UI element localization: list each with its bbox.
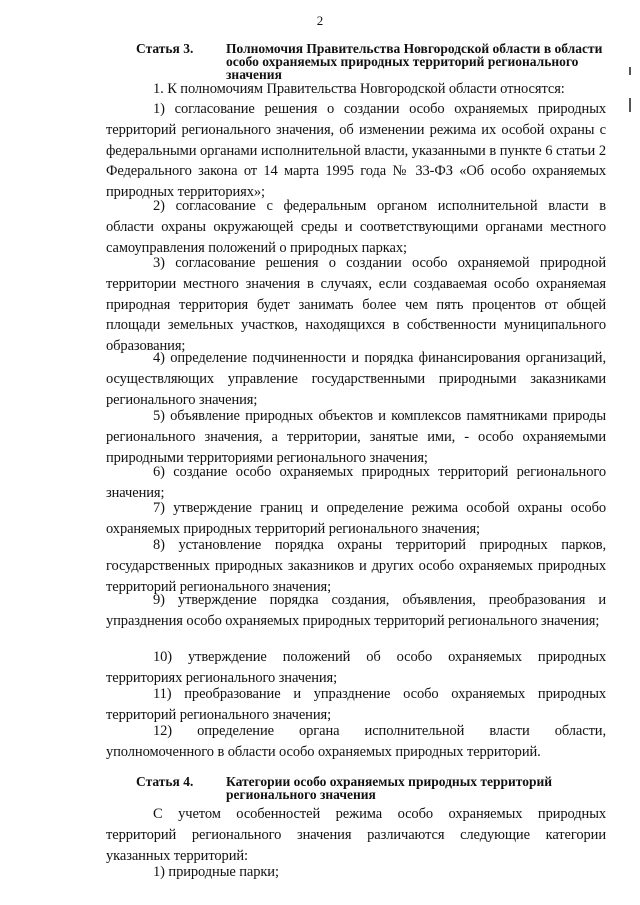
article-4-title: Категории особо охраняемых природных территорий регионального значения xyxy=(226,774,553,802)
article-3-item-12: 12) определение органа исполнительной власти области, уполномоченного в области особо охраняемых природных территорий. xyxy=(106,723,606,760)
page-number: 2 xyxy=(316,13,324,28)
article-3-title: Полномочия Правительства Новгородской области в области особо охраняемых природных территорий регионального значения xyxy=(226,41,603,82)
article-4-item-1: 1) природные парки; xyxy=(153,864,279,880)
article-3-item-4: 4) определение подчиненности и порядка финансирования организаций, осуществляющих управление государственными природными заказниками регионального значения; xyxy=(106,350,606,408)
article-3-item-6: 6) создание особо охраняемых природных территорий регионального значения; xyxy=(106,464,606,501)
article-3-intro: 1. К полномочиям Правительства Новгородской области относятся: xyxy=(153,81,565,97)
article-3-item-9: 9) утверждение порядка создания, объявления, преобразования и упразднения особо охраняемых природных территорий регионального значения; xyxy=(106,592,606,629)
article-3-item-2: 2) согласование с федеральным органом исполнительной власти в области охраны окружающей среды и соответствующими органами местного самоуправления положений о природных парках; xyxy=(106,198,606,256)
article-3-item-1: 1) согласование решения о создании особо охраняемых природных территорий регионального значения, об изменении режима их особой охраны с федеральными органами исполнительной власти, указанными в пункте 6 статьи 2 Федерального закона от 14 марта 1995 года № 33-ФЗ «Об особо охраняемых природных территориях»; xyxy=(106,101,606,201)
article-3-label: Статья 3. xyxy=(136,41,194,56)
article-3-item-7: 7) утверждение границ и определение режима особой охраны особо охраняемых природных территорий регионального значения; xyxy=(106,500,606,537)
article-4-heading xyxy=(136,775,606,801)
scan-edge-mark xyxy=(629,98,631,112)
article-4-label: Статья 4. xyxy=(136,774,194,789)
article-3-item-3: 3) согласование решения о создании особо охраняемой природной территории местного значения в случаях, если создаваемая особо охраняемая природная территория будет занимать более чем пять процентов от общей площади земельных участков, находящихся в собственности муниципального образования; xyxy=(106,255,606,355)
article-3-item-8: 8) установление порядка охраны территорий природных парков, государственных природных заказников и других особо охраняемых природных территорий регионального значения; xyxy=(106,537,606,595)
article-3-item-5: 5) объявление природных объектов и комплексов памятниками природы регионального значения, а территории, занятые ими, - особо охраняемыми природными территориями регионального значения; xyxy=(106,408,606,466)
article-3-heading xyxy=(136,42,606,81)
article-3-item-11: 11) преобразование и упразднение особо охраняемых природных территорий регионального значения; xyxy=(106,686,606,723)
article-3-item-10: 10) утверждение положений об особо охраняемых природных территориях регионального значения; xyxy=(106,649,606,686)
scan-edge-mark xyxy=(629,67,631,75)
article-4-intro: С учетом особенностей режима особо охраняемых природных территорий регионального значения различаются следующие категории указанных территорий: xyxy=(106,806,606,864)
